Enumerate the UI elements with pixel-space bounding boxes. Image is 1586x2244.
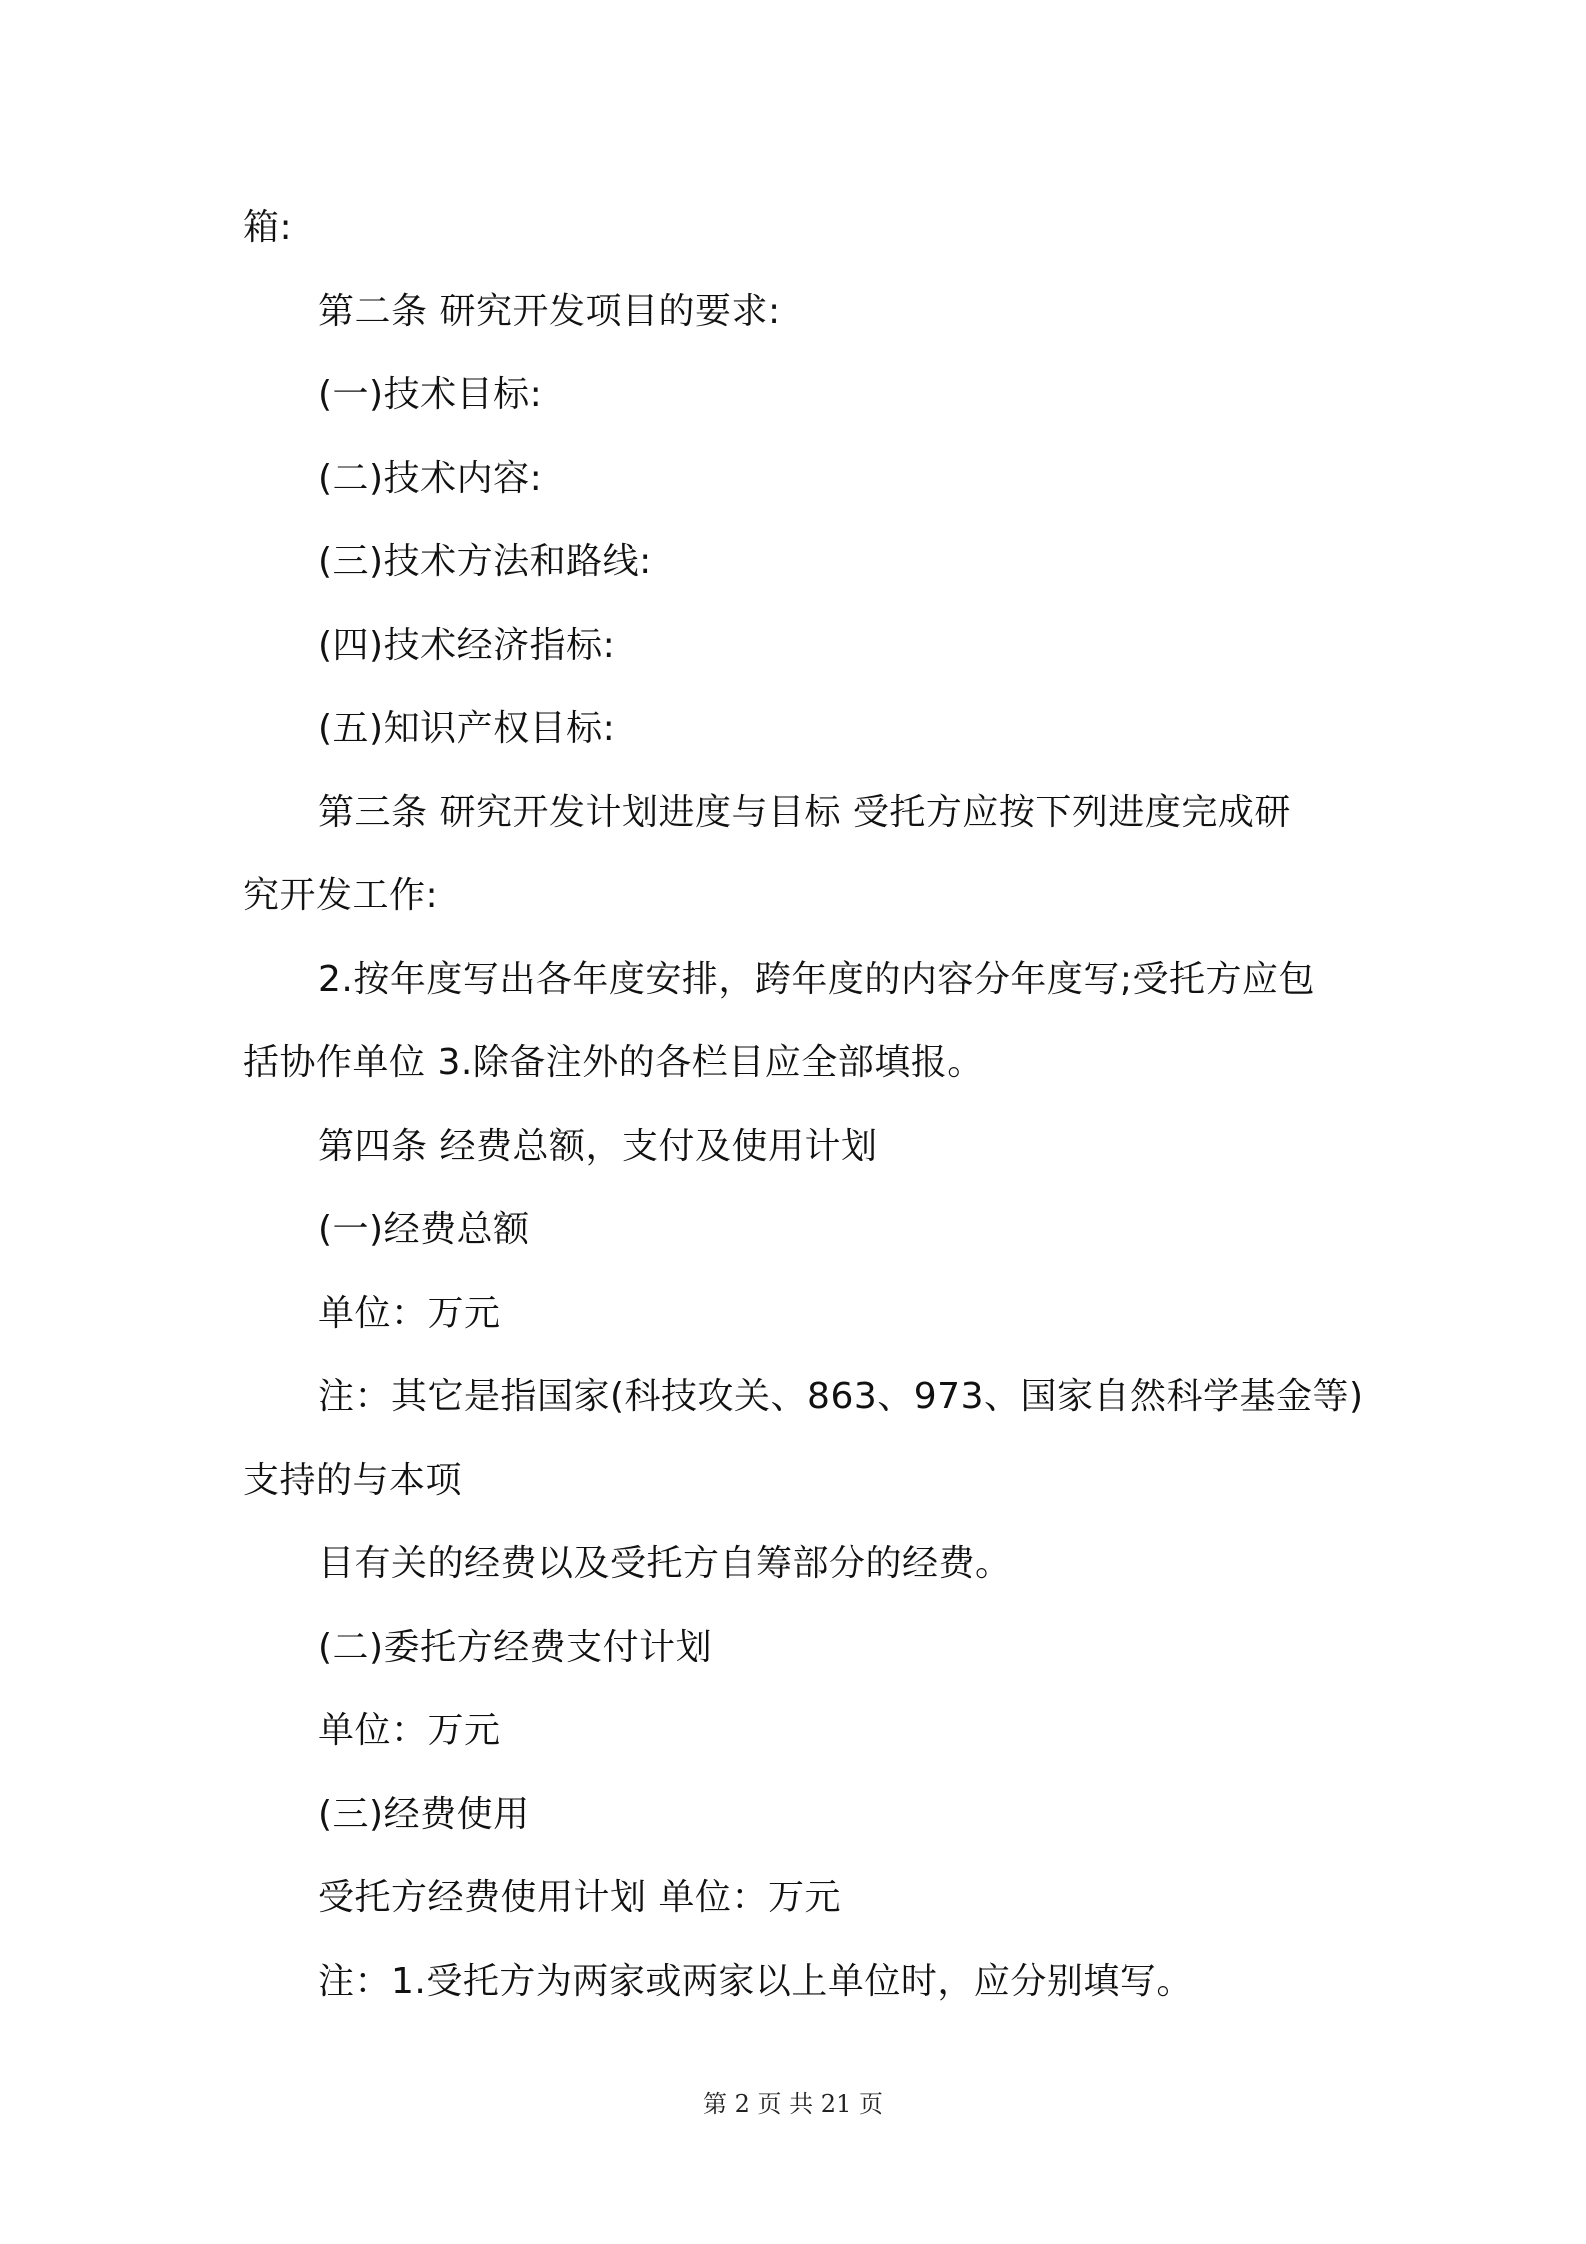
item-funding-use: (三)经费使用	[318, 1794, 530, 1835]
paragraph-line: 目有关的经费以及受托方自筹部分的经费。	[318, 1543, 1012, 1584]
article-3-heading: 第三条 研究开发计划进度与目标 受托方应按下列进度完成研	[318, 792, 1291, 833]
usage-plan-line: 受托方经费使用计划 单位：万元	[318, 1877, 841, 1918]
item-technical-goal: (一)技术目标:	[318, 374, 543, 415]
item-technical-economic: (四)技术经济指标:	[318, 625, 616, 666]
note-line: 注：1.受托方为两家或两家以上单位时，应分别填写。	[318, 1961, 1193, 2002]
page-number-footer: 第 2 页 共 21 页	[703, 2090, 883, 2118]
paragraph-line: 2.按年度写出各年度安排，跨年度的内容分年度写;受托方应包	[318, 959, 1315, 1000]
unit-label: 单位：万元	[318, 1710, 501, 1751]
item-payment-plan: (二)委托方经费支付计划	[318, 1627, 713, 1668]
unit-label: 单位：万元	[318, 1293, 501, 1334]
paragraph-line: 括协作单位 3.除备注外的各栏目应全部填报。	[243, 1042, 984, 1083]
item-technical-method: (三)技术方法和路线:	[318, 541, 652, 582]
note-line: 注：其它是指国家(科技攻关、863、973、国家自然科学基金等)	[318, 1376, 1364, 1417]
paragraph-line: 究开发工作:	[243, 875, 439, 916]
article-4-heading: 第四条 经费总额，支付及使用计划	[318, 1126, 878, 1167]
paragraph-line: 支持的与本项	[243, 1460, 463, 1501]
article-2-heading: 第二条 研究开发项目的要求:	[318, 291, 781, 332]
item-ip-goal: (五)知识产权目标:	[318, 708, 616, 749]
paragraph-line: 箱:	[243, 207, 293, 248]
item-total-funding: (一)经费总额	[318, 1209, 530, 1250]
item-technical-content: (二)技术内容:	[318, 458, 543, 499]
